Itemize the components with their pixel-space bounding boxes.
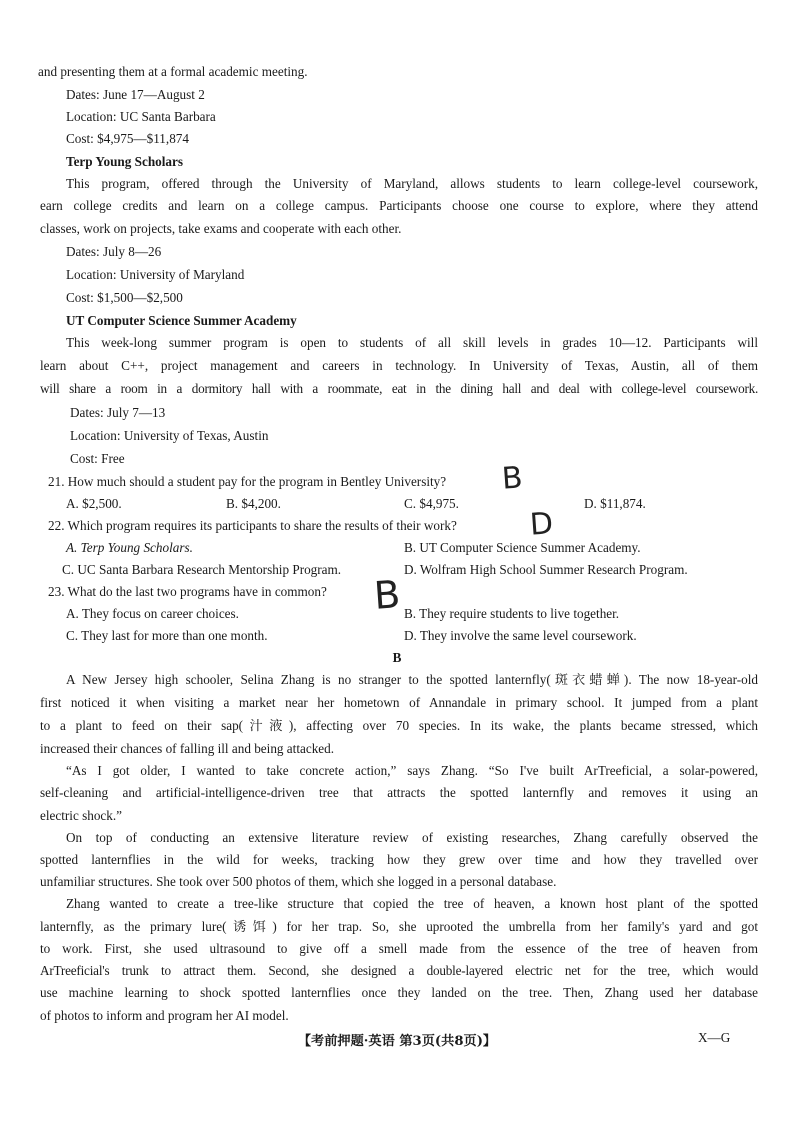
section-b-p4-line: to work. First, she used ultrasound to give off a smell made from the essence of the tree of heaven from [40, 941, 758, 956]
section-b-heading: B [392, 650, 402, 665]
ut-desc-line: will share a room in a dormitory hall with a roommate, eat in the dining hall and deal with college-level coursework. [40, 381, 758, 396]
section-b-p3-line: unfamiliar structures. She took over 500 photos of them, which she logged in a personal database. [40, 874, 557, 889]
terp-title: Terp Young Scholars [66, 154, 184, 169]
q21-handwritten-answer: B [500, 460, 524, 497]
section-b-p3-line: On top of conducting an extensive literature review of existing researches, Zhang carefully observed the [66, 830, 758, 845]
section-b-p4-line: use machine learning to shock spotted lanternflies once they landed on the tree. Then, Zhang used her database [40, 985, 758, 1000]
q22-handwritten-answer: D [528, 506, 555, 543]
section-b-p1-line: to a plant to feed on their sap(汁液), affecting over 70 species. In its wake, the plants became stressed, which [40, 718, 758, 733]
section-b-p1-line: first noticed it when visiting a market near her hometown of Annandale in primary school. It jumped from a plant [40, 695, 758, 710]
q23-option-a[interactable]: A. They focus on career choices. [66, 606, 239, 621]
section-b-p1-line: A New Jersey high schooler, Selina Zhang is no stranger to the spotted lanternfly(斑衣蜡蝉). The now 18-year-old [66, 672, 758, 687]
q23-option-b[interactable]: B. They require students to live together. [404, 606, 620, 621]
q22-option-b[interactable]: B. UT Computer Science Summer Academy. [404, 540, 641, 555]
page-footer: 【考前押题·英语 第3页(共8页)】 [297, 1034, 497, 1049]
q22-stem: 22. Which program requires its participants to share the results of their work? [48, 518, 457, 533]
ucsb-dates: Dates: June 17—August 2 [66, 87, 205, 102]
terp-desc-line: classes, work on projects, take exams and cooperate with each other. [40, 221, 402, 236]
q21-option-b[interactable]: B. $4,200. [226, 496, 281, 511]
ut-cost: Cost: Free [70, 451, 125, 466]
terp-desc-line: This program, offered through the University of Maryland, allows students to learn college-level coursework, [66, 176, 758, 191]
q21-stem: 21. How much should a student pay for the program in Bentley University? [48, 474, 447, 489]
section-b-p4-line: of photos to inform and program her AI model. [40, 1008, 289, 1023]
section-b-p4-line: ArTreeficial's trunk to attract them. Second, she designed a double-layered electric net for the tree, which would [40, 963, 758, 978]
q23-option-d[interactable]: D. They involve the same level coursework. [404, 628, 637, 643]
q21-option-a[interactable]: A. $2,500. [66, 496, 122, 511]
section-b-p3-line: spotted lanternflies in the wild for weeks, tracking how they grew over time and how they travelled over [40, 852, 758, 867]
terp-location: Location: University of Maryland [66, 267, 245, 282]
q23-option-c[interactable]: C. They last for more than one month. [66, 628, 268, 643]
q23-handwritten-answer: B [372, 572, 402, 618]
section-b-p4-line: lanternfly, as the primary lure(诱饵) for her trap. So, she uprooted the umbrella from her family's yard and got [40, 919, 758, 934]
terp-dates: Dates: July 8—26 [66, 244, 162, 259]
intro-end-text: and presenting them at a formal academic meeting. [38, 64, 308, 79]
ucsb-cost: Cost: $4,975—$11,874 [66, 131, 189, 146]
q23-stem: 23. What do the last two programs have in common? [48, 584, 327, 599]
ut-dates: Dates: July 7—13 [70, 405, 166, 420]
q21-option-d[interactable]: D. $11,874. [584, 496, 646, 511]
section-b-p2-line: “As I got older, I wanted to take concrete action,” says Zhang. “So I've built ArTreeficial, a solar-powered, [66, 763, 758, 778]
section-b-p4-line: Zhang wanted to create a tree-like structure that copied the tree of heaven, a known host plant of the spotted [66, 896, 758, 911]
paper-code: X—G [698, 1030, 731, 1045]
section-b-p2-line: electric shock.” [40, 808, 123, 823]
q22-option-d[interactable]: D. Wolfram High School Summer Research Program. [404, 562, 688, 577]
q22-option-a[interactable]: A. Terp Young Scholars. [66, 540, 193, 555]
ut-desc-line: This week-long summer program is open to students of all skill levels in grades 10—12. Participants will [66, 335, 758, 350]
q22-option-c[interactable]: C. UC Santa Barbara Research Mentorship Program. [62, 562, 342, 577]
section-b-p1-line: increased their chances of falling ill and being attacked. [40, 741, 335, 756]
terp-cost: Cost: $1,500—$2,500 [66, 290, 183, 305]
ut-desc-line: learn about C++, project management and careers in technology. In University of Texas, Austin, all of them [40, 358, 758, 373]
ucsb-location: Location: UC Santa Barbara [66, 109, 216, 124]
section-b-p2-line: self-cleaning and artificial-intelligence-driven tree that attracts the spotted lanternfly and removes it using an [40, 785, 758, 800]
terp-desc-line: earn college credits and learn on a college campus. Participants choose one course to explore, where they attend [40, 198, 758, 213]
ut-location: Location: University of Texas, Austin [70, 428, 269, 443]
q21-option-c[interactable]: C. $4,975. [404, 496, 459, 511]
ut-title: UT Computer Science Summer Academy [66, 313, 297, 328]
